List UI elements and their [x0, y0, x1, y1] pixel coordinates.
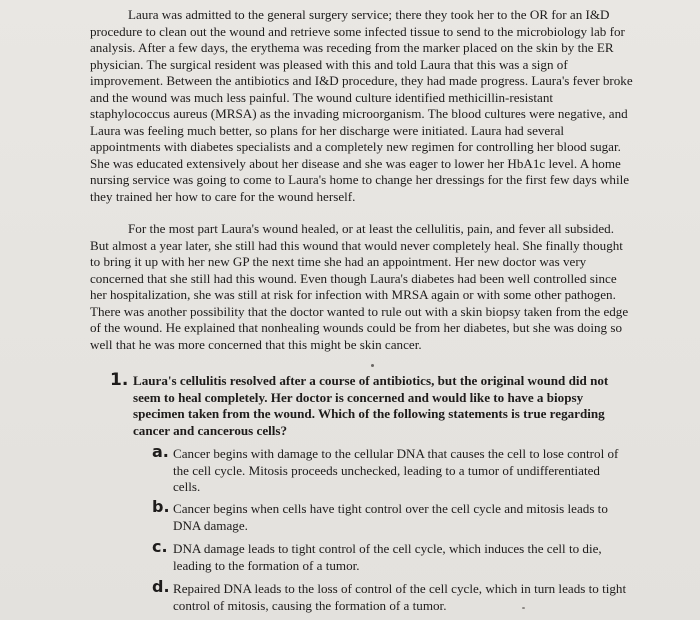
- option-text: Repaired DNA leads to the loss of control of the cell cycle, which in turn leads to tight control of mitosis, causing the formation of a tumor.: [173, 581, 627, 613]
- option-text: Cancer begins with damage to the cellular DNA that causes the cell to lose control of the cell cycle. Mitosis proceeds unchecked, leading to a tumor of undifferentiated cells.: [173, 446, 619, 495]
- question-number: 1.: [110, 370, 129, 390]
- stray-mark: [522, 607, 525, 609]
- stray-mark: [371, 364, 374, 367]
- option-letter: c.: [152, 537, 168, 556]
- option-letter: a.: [152, 442, 169, 461]
- option-text: Cancer begins when cells have tight control over the cell cycle and mitosis leads to DNA damage.: [173, 501, 608, 533]
- option-letter: d.: [152, 577, 170, 596]
- option-text: DNA damage leads to tight control of the cell cycle, which induces the cell to die, leading to the formation of a tumor.: [173, 541, 602, 573]
- question-stem: Laura's cellulitis resolved after a course of antibiotics, but the original wound did not seem to heal completely. Her doctor is concerned and would like to have a biopsy specimen taken from the wound. Which of the following statements is true regarding cancer and cancerous cells?: [133, 373, 609, 438]
- passage-paragraph-2: For the most part Laura's wound healed, or at least the cellulitis, pain, and fever all subsided. But almost a year later, she still had this wound that would never completely heal. She finally thought to bring it up with her new GP the next time she had an appointment. Her new doctor was very concerned that she still had this wound. Even though Laura's diabetes had been well controlled since her hospitalization, she was still at risk for infection with MRSA again or with some other pathogen. There was another possibility that the doctor wanted to rule out with a skin biopsy taken from the edge of the wound. He explained that nonhealing wounds could be from her diabetes, but she was doing so well that he was more concerned that this might be skin cancer.: [90, 221, 629, 352]
- option-letter: b.: [152, 497, 170, 516]
- passage-paragraph-1: Laura was admitted to the general surgery service; there they took her to the OR for an I&D procedure to clean out the wound and retrieve some infected tissue to send to the microbiology lab for analysis. After a few days, the erythema was receding from the marker placed on the skin by the ER physician. The surgical resident was pleased with this and told Laura that this was a sign of improvement. Between the antibiotics and I&D procedure, they had made progress. Laura's fever broke and the wound was much less painful. The wound culture identified methicillin-resistant staphylococcus aureus (MRSA) as the invading microorganism. The blood cultures were negative, and Laura was feeling much better, so plans for her discharge were initiated. Laura had several appointments with diabetes specialists and a completely new regimen for controlling her blood sugar. She was educated extensively about her disease and she was eager to lower her HbA1c level. A home nursing service was going to come to Laura's home to change her dressings for the first few days while they trained her how to care for the wound herself.: [90, 7, 633, 205]
